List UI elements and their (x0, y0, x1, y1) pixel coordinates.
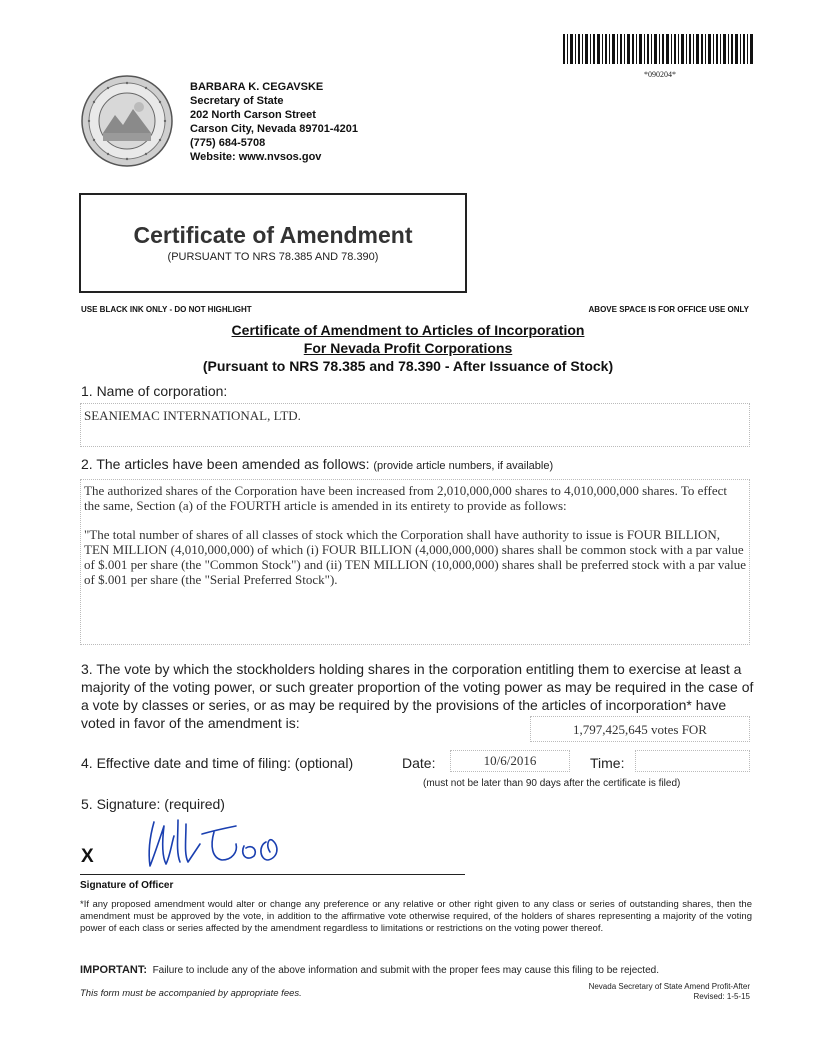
fees-note: This form must be accompanied by appropriate fees. (80, 988, 302, 999)
form-heading-line-1: Certificate of Amendment to Articles of Incorporation (231, 322, 585, 338)
barcode-number: *090204* (644, 70, 676, 79)
form-heading-line-2: For Nevada Profit Corporations (303, 340, 513, 356)
address-line-2: Carson City, Nevada 89701-4201 (190, 123, 358, 135)
secretary-title: Secretary of State (190, 95, 284, 107)
phone-number: (775) 684-5708 (190, 137, 266, 149)
certificate-title-box (79, 193, 467, 293)
state-seal-icon (81, 75, 173, 167)
date-label: Date: (402, 755, 436, 771)
vote-count-field[interactable]: 1,797,425,645 votes FOR (530, 716, 750, 742)
signature-of-officer-label: Signature of Officer (80, 880, 174, 891)
important-text: Failure to include any of the above information and submit with the proper fees may cause this filing to be rejected. (152, 965, 659, 976)
signature-label: 5. Signature: (required) (81, 796, 225, 812)
form-name: Nevada Secretary of State Amend Profit-After (588, 982, 750, 991)
corporation-name-label: 1. Name of corporation: (81, 383, 228, 399)
amendment-label-hint: (provide article numbers, if available) (373, 460, 554, 472)
signature-line (80, 874, 465, 875)
address-line-1: 202 North Carson Street (190, 109, 316, 121)
secretary-of-state-info (190, 80, 358, 164)
barcode (563, 34, 753, 64)
date-field[interactable]: 10/6/2016 (450, 750, 570, 772)
amendment-text-field[interactable] (80, 479, 750, 645)
amendment-label: 2. The articles have been amended as follows: (provide article numbers, if available) (81, 456, 554, 472)
website: Website: www.nvsos.gov (190, 151, 322, 163)
effective-date-label: 4. Effective date and time of filing: (optional) (81, 755, 354, 771)
vote-statement: 3. The vote by which the stockholders holding shares in the corporation entitling them to exercise at least a majority of the voting power, or such greater proportion of the voting power as may be required in the case of a vote by classes or series, or as may be required by the provisions of the articles of incorporation* have voted in favor of the amendment is: (81, 661, 754, 731)
amendment-footnote: *If any proposed amendment would alter or change any preference or any relative or other right given to any class or series of outstanding shares, then the amendment must be approved by the vote, in addition to the affirmative vote otherwise required, of the holders of shares representing a majority of the voting power of each class or series affected by the amendment regardless to limitations or restrictions on the voting power thereof. (80, 899, 752, 934)
form-revision: Revised: 1-5-15 (693, 992, 750, 1001)
officer-signature[interactable] (140, 812, 290, 870)
office-use-note: ABOVE SPACE IS FOR OFFICE USE ONLY (588, 305, 749, 314)
important-label: IMPORTANT: (80, 964, 148, 976)
secretary-name: BARBARA K. CEGAVSKE (190, 81, 324, 93)
time-field[interactable] (635, 750, 750, 772)
amendment-paragraph-2: "The total number of shares of all classes of stock which the Corporation shall have authority to issue is FOUR BILLION, TEN MILLION (4,010,000,000) of which (i) FOUR BILLION (4,000,000,000) shares shall be common stock with a par value of $.001 per share (the "Common Stock") and (ii) TEN MILLION (10,000,000) shares shall be preferred stock with a par value of $.001 per share (the "Serial Preferred Stock"). (84, 527, 746, 587)
important-notice (80, 964, 770, 976)
form-heading-line-3: (Pursuant to NRS 78.385 and 78.390 - After Issuance of Stock) (202, 358, 614, 374)
ink-note: USE BLACK INK ONLY - DO NOT HIGHLIGHT (81, 305, 252, 314)
amendment-paragraph-1: The authorized shares of the Corporation have been increased from 2,010,000,000 shares to 4,010,000,000 shares. To effect the same, Section (a) of the FOURTH article is amended in its entirety to provide as follows: (84, 483, 728, 513)
time-label: Time: (590, 755, 625, 771)
signature-x-mark: X (81, 846, 94, 867)
corporation-name-field[interactable]: SEANIEMAC INTERNATIONAL, LTD. (80, 403, 750, 447)
date-limit-note: (must not be later than 90 days after the certificate is filed) (423, 778, 681, 789)
certificate-title: Certificate of Amendment (133, 222, 413, 248)
form-identifier (589, 982, 750, 1002)
certificate-subtitle: (PURSUANT TO NRS 78.385 AND 78.390) (167, 251, 379, 263)
